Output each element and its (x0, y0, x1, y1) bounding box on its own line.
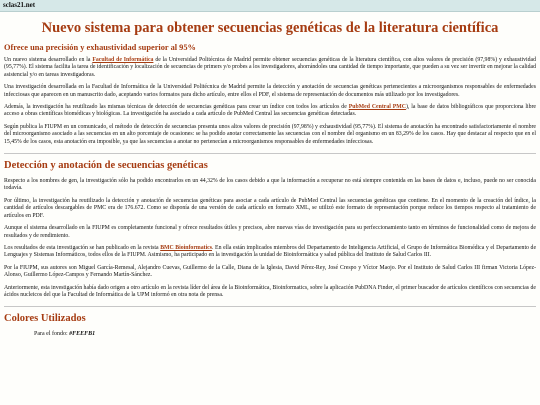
article-subtitle: Ofrece una precisión y exhaustividad superior al 95% (4, 43, 196, 52)
detection-paragraph-2: Por último, la investigación ha reutilizado la detección y anotación de secuencias genéticas para asociar a cada artículo de PubMed Central las secuencias genéticas que contiene. En el momento de la creación del índice, la cantidad de artículos descargables de PMC era de 176.672. Como se disponía de una versión de cada artículo en formato XML, se utilizó este formato de representación porque reduce los tiempos respecto al tratamiento de artículos en PDF. (4, 197, 536, 219)
article (0, 20, 540, 337)
text-span: ), la base de datos bibliográficos que proporciona libre acceso a obras científicas biomédicas y biológicas. La investigación ha asociado a cada artículo de PubMed Central las secuencias genéticas detectadas. (4, 104, 536, 118)
text-span: de la Universidad Politécnica de Madrid permite obtener secuencias genéticas de la literatura científica, con altos valores de precisión (97,98%) y exhaustividad (95,77%). El sistema facilita la tarea de identificación y localización de secuencias de primers y/o probes a los investigadores, ahorrándoles una cantidad de tiempo importante, que pueden a su vez ser invertir en mejorar la calidad asistencial y/o en tareas investigadoras. (4, 57, 536, 78)
intro-paragraph-3 (4, 104, 536, 119)
intro-paragraph-4: Según publica la FIUPM en un comunicado, el método de detección de secuencias presenta unos altos valores de precisión (97,98%) y exhaustividad (95,77%). El sistema de anotación ha encontrado satisfactoriamente el nombre del microorganismo asociado a las secuencias en un alto porcentaje de ocasiones: se ha podido anotar correctamente las secuencias con el nombre del organismo en un 83,29% de los casos. Hay que destacar al respecto que en el 15,45% de los casos, esta anotación era imposible, ya que las secuencias a anotar no pertenecían a microorganismos responsables de enfermedades infecciosas. (4, 123, 536, 145)
intro-paragraph-2: Una investigación desarrollada en la Facultad de Informática de la Universidad Politécnica de Madrid permite la detección y anotación de secuencias genéticas pertenecientes a microorganismos responsables de enfermedades infecciosas que aparecen en un manuscrito dado, aceptando varios formatos para dicho artículo, entre ellos el PDF, el sistema de representación de documentos más utilizado por los investigadores. (4, 84, 536, 98)
site-header-bar (0, 0, 540, 12)
detection-paragraph-1: Respecto a los nombres de gen, la investigación sólo ha podido encontrarlos en un 44,32% de los casos debido a que la información a recuperar no está siempre contenida en las bases de datos e, incluso, puede no ser conocida todavía. (4, 178, 536, 192)
detection-paragraph-5: Por la FIUPM, sus autores son Miguel García-Remesal, Alejandro Cuevas, Guillermo de la Calle, Diana de la Iglesia, David Pérez-Rey, José Crespo y Víctor Maojo. Por el Instituto de Salud Carlos III firman Victoria López-Alonso, Guillermo López-Campos y Fernando Martín-Sánchez. (4, 264, 536, 279)
section-divider (4, 153, 536, 154)
intro-paragraph-1 (4, 57, 536, 79)
section-divider (4, 306, 536, 307)
section-heading-colors: Colores Utilizados (4, 313, 86, 325)
site-host[interactable]: sclas21.net (3, 1, 36, 9)
link-facultad-informatica[interactable]: Facultad de Informática (92, 57, 154, 63)
text-span: Los resultados de esta investigación se han publicado en la revista (4, 244, 161, 251)
detection-paragraph-3: Aunque el sistema desarrollado en la FIUPM es completamente funcional y ofrece resultados útiles y precisos, abre nuevas vías de investigación para su perfeccionamiento tanto en términos de funcionalidad como de mejora de resultados y de rendimiento. (4, 225, 536, 239)
detection-paragraph-4 (4, 245, 536, 260)
text-span: . En ella están implicados miembros del Departamento de Inteligencia Artificial, el Grupo de Informática Biomédica y el Departamento de Lenguajes y Sistemas Informáticos, todos ellos de la FIUPM. Asimismo, ha participado en la investigación la unidad de Bioinformática y salud pública del Instituto de Salud Carlos III. (4, 244, 537, 259)
page-title: Nuevo sistema para obtener secuencias genéticas de la literatura científica (41, 20, 499, 36)
background-color-line (34, 331, 536, 337)
text-span: Además, la investigación ha reutilizado las mismas técnicas de detección de secuencias genéticas para crear un índice con todos los artículos de (4, 104, 349, 111)
section-heading-detection: Detección y anotación de secuencias genéticas (4, 160, 208, 172)
text-span: Un nuevo sistema desarrollado en la (4, 57, 93, 63)
detection-paragraph-6: Anteriormente, esta investigación había dado origen a otro artículo en la revista líder del área de la Bioinformática, Bioinformatics, sobre la aplicación PubDNA Finder, el primer buscador de artículos científicos con secuencias de ácidos nucleicos del que la Facultad de Informática de la UPM informó en otra nota de prensa. (4, 284, 536, 298)
link-pubmed-central[interactable]: PubMed Central PMC (348, 104, 406, 111)
color-value: #FEEFB1 (69, 331, 96, 338)
link-bmc-bioinformatics[interactable]: BMC Bioinformatics (160, 244, 213, 251)
color-label: Para el fondo: (34, 331, 70, 338)
